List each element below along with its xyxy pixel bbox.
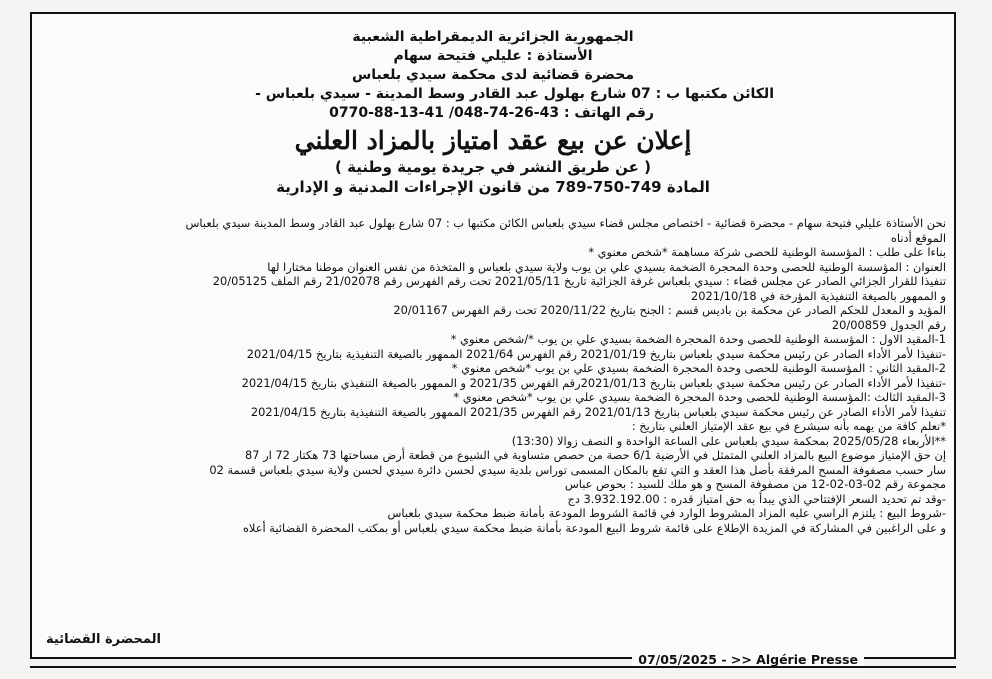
body-paragraph: *نعلم كافة من يهمه بأنه سيشرع في بيع عقد الإمتياز العلني بتاريخ : [631, 419, 946, 433]
body-paragraph: 2-المقيد الثاني : المؤسسة الوطنية للحصى وحدة المحجرة الضخمة بسيدي علي بن يوب *شخص معنوي * [451, 361, 946, 375]
body-paragraph: تنفيذا للقرار الجزائي الصادر عن مجلس قضاء : سيدي بلعباس غرفة الجزائية تاريخ 2021/05/11 تحت رقم الفهرس رقم 21/02078 رقم الملف 20/05125 [212, 274, 946, 288]
notice-header [32, 28, 954, 197]
body-paragraph: 3-المقيد الثالث :المؤسسة الوطنية للحصى وحدة المحجرة الضخمة بسيدي علي بن يوب *شخص معنوي * [453, 390, 946, 404]
office-address: الكائن مكتبها ب : 07 شارع بهلول عبد القادر وسط المدينة - سيدي بلعباس - [255, 86, 774, 102]
body-paragraph: 1-المقيد الاول : المؤسسة الوطنية للحصى وحدة المحجرة الضخمة بسيدي علي بن يوب */شخص معنوي * [450, 332, 946, 346]
body-paragraph: نحن الأستاذة عليلي فتيحة سهام - محضرة قضائية - اختصاص مجلس قضاء سيدي بلعباس الكائن مكتبها ب : 07 شارع بهلول عبد القادر وسط المدينة سيدي بلعباس [185, 216, 946, 230]
legal-notice [30, 12, 956, 667]
body-paragraph: رقم الجدول 20/00859 [831, 317, 946, 332]
body-paragraph: **الأربعاء 2025/05/28 بمحكمة سيدي بلعباس على الساعة الواحدة و النصف زوالا (13:30) [511, 433, 946, 448]
notice-subtitle: ( عن طريق النشر في جريدة يومية وطنية ) [335, 158, 651, 176]
body-paragraph: العنوان : المؤسسة الوطنية للحصى وحدة المحجرة الضخمة بسيدي علي بن يوب ولاية سيدي بلعباس و المتخذة من نفس العنوان موطنا مختارا لها [267, 259, 946, 274]
phone-numbers: رقم الهاتف : 43-26-74-048/ 41-13-88-0770 [329, 105, 654, 121]
body-paragraph: بناءا على طلب : المؤسسة الوطنية للحصى شركة مساهمة *شخص معنوي * [588, 245, 946, 259]
body-paragraph: إن حق الإمتياز موضوع البيع بالمزاد العلني المتمثل في الأرضية 6/1 حصة من حصص متساوية في الشيوع من قطعة أرض مساحتها 73 هكتار 72 ار 87 [244, 448, 946, 462]
body-paragraph: المؤيد و المعدل للحكم الصادر عن محكمة بن باديس قسم : الجنح بتاريخ 2020/11/22 تحت رقم الفهرس 20/01167 [393, 303, 946, 317]
body-paragraph: و الممهور بالصيغة التنفيذية المؤرخة في 2021/10/18 [690, 288, 946, 303]
body-paragraph: تنفيذا لأمر الأداء الصادر عن رئيس محكمة سيدي بلعباس بتاريخ 2021/01/13 رقم الفهرس 2021/35 الممهور بالصيغة التنفيذية بتاريخ 2021/04/15 [250, 404, 946, 419]
body-paragraph: الموقع أدناه [890, 230, 946, 245]
republic-name: الجمهورية الجزائرية الديمقراطية الشعبية [352, 29, 634, 45]
body-paragraph: -تنفيذا لأمر الأداء الصادر عن رئيس محكمة سيدي بلعباس بتاريخ 2021/01/13رقم الفهرس 2021/35 و الممهور بالصيغة التنفيذي بتاريخ 2021/04/15 [241, 375, 946, 390]
body-paragraph: مجموعة رقم 02-03-02-12 من مصفوفة المسح و هو ملك للسيد : بحوص عباس [564, 477, 946, 491]
legal-article: المادة 749-750-789 من قانون الإجراءات المدنية و الإدارية [276, 178, 710, 196]
notice-title: إعلان عن بيع عقد امتياز بالمزاد العلني [294, 126, 692, 155]
body-paragraph: -تنفيذا لأمر الأداء الصادر عن رئيس محكمة سيدي بلعباس بتاريخ 2021/01/19 رقم الفهرس 2021/64 الممهور بالصيغة التنفيذية بتاريخ 2021/04/15 [246, 346, 946, 361]
body-paragraph: -وقد تم تحديد السعر الإفتتاحي الذي يبدأ به حق امتياز قدره : 3.932.192.00 دج [567, 491, 946, 506]
signature: المحضرة القضائية [46, 632, 161, 647]
bailiff-name: الأستاذة : عليلي فتيحة سهام [393, 48, 593, 64]
publication-footer: 07/05/2025 - >> Algérie Presse [632, 652, 864, 667]
body-paragraph: -شروط البيع : يلتزم الراسي عليه المزاد المشروط الوارد في قائمة الشروط المودعة بأمانة ضبط محكمة سيدي بلعباس [387, 506, 946, 520]
body-paragraph: سار حسب مصفوفة المسح المرفقة بأصل هذا العقد و التي تقع بالمكان المسمى توراس بلدية سيدي لحسن دائرة سيدي لحسن ولاية سيدي بلعباس قسمة 02 [209, 462, 946, 477]
notice-body [40, 216, 946, 535]
body-paragraph: و على الراغبين في المشاركة في المزيدة الإطلاع على قائمة شروط البيع المودعة بأمانة ضبط محكمة سيدي بلعباس أو بمكتب المحضرة القضائية أعلاه [242, 520, 946, 535]
bailiff-court: محضرة قضائية لدى محكمة سيدي بلعباس [351, 67, 635, 83]
bottom-divider [30, 666, 956, 668]
